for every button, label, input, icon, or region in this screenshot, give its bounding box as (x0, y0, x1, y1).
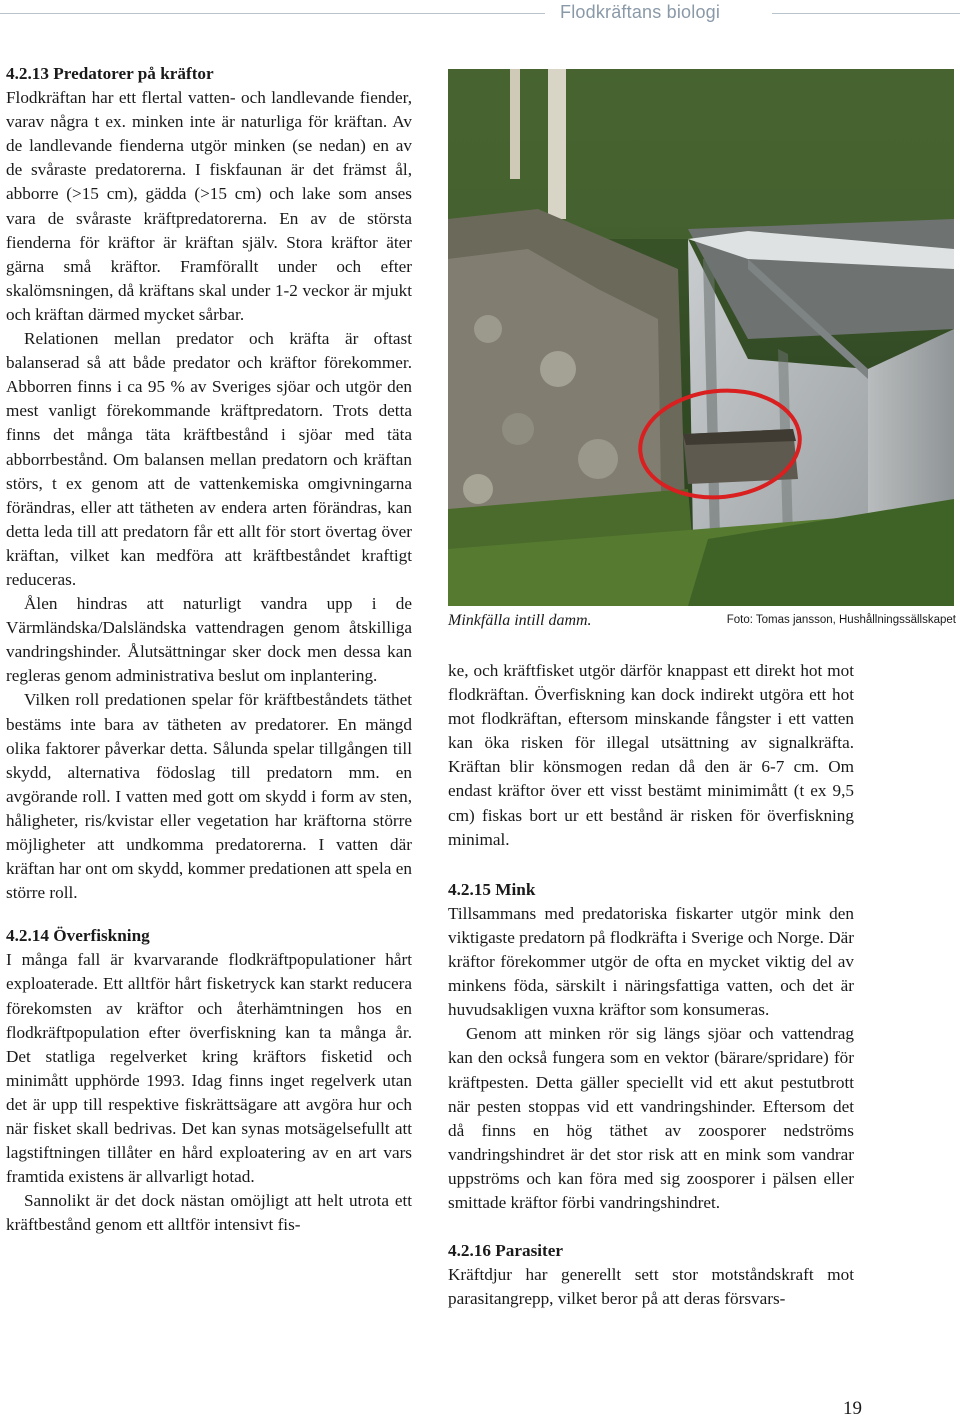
paragraph: Vilken roll predationen spelar för kräftbeståndets täthet bestäms inte bara av tätheten av predatorer. En mängd olika faktorer påverkar detta. Sålunda spelar tillgången till skydd, alternativa födoslag till predatorn mm. en avgörande roll. I vatten med gott om skydd i form av sten, håligheter, ris/kvistar eller vegetation har kräftorna större möjligheter att undkomma predatorerna. I vatten där kräftan har ont om skydd, kommer predationen att spela en större roll. (6, 690, 412, 903)
paragraph: Genom att minken rör sig längs sjöar och vattendrag kan den också fungera som en vektor (bärare/spridare) för kräftpesten. Detta gäller speciellt vid ett akut pestutbrott när pesten stoppas vid ett vandringshinder. Eftersom det då finns en hög täthet av zoosporer nedströms vandringshindret är det stor risk att en mink som vandrar uppströms och kan föra med sig zoosporer i pälsen eller smittade kräftor förbi vandringshindret. (448, 1024, 854, 1212)
paragraph: Ålen hindras att naturligt vandra upp i de Värmländska/Dalsländska vattendragen genom åtskilliga vandringshinder. Ålutsättningar sker dock men dessa kan regleras genom administrativa beslut om inplantering. (6, 594, 412, 686)
mink-trap-photo (448, 69, 954, 606)
running-header (0, 0, 960, 30)
figure-caption (448, 612, 956, 632)
paragraph: Flodkräftan har ett flertal vatten- och landlevande fiender, varav några t ex. minken inte är naturliga för kräftan. Av de landlevande fienderna utgör minken (se nedan) en av de svåraste predatorerna. I fiskfaunan är det främst ål, abborre (>15 cm), gädda (>15 cm) och lake som anses vara de svåraste kräftpredatorerna. En av de största fienderna för kräftor är kräftan själv. Stora kräftor äter gärna små kräftor. Framförallt under och efter skalömsningen, då kräftans skal under 1-2 veckor är mjukt och kräftan därmed mycket sårbar. (6, 88, 412, 324)
paragraph: Relationen mellan predator och kräfta är oftast balanserad så att både predator och kräftor förekommer. Abborren finns i ca 95 % av Sveriges sjöar och utgör den mest vanligt förekommande kräftpredatorn. Trots detta finns det många täta kräftbestånd i sjöar med täta abborrbestånd. Om balansen mellan predatorn och kräftan störs, t ex genom att de vattenkemiska omgivningarna förändras, eller att tätheten av endera arten förändras, kan detta leda till att predatorn får ett allt för stort övertag över kräftan, vilket kan medföra att kräftbeståndet kraftigt reduceras. (6, 329, 412, 589)
header-rule-left (0, 13, 545, 14)
section-heading-mink: 4.2.15 Mink (448, 879, 536, 899)
photo-credit: Foto: Tomas jansson, Hushållningssällskapet (726, 614, 956, 626)
section-heading-parasites: 4.2.16 Parasiter (448, 1241, 564, 1261)
paragraph: I många fall är kvarvarande flodkräftpopulationer hårt exploaterade. Ett alltför hårt fisketryck kan starkt reducera förekomsten av kräftor och återhämtningen hos en flodkräftpopulation efter överfiskning kan ta många år. Det statliga regelverket kring kräftors fisketid och minimått upphörde 1993. Idag finns inget regelverk utan det är upp till respektive fiskrättsägare att avgöra hur och när fisket skall bedrivas. Det kan synas motsägelsefullt att lagstiftningen tillåter en hård exploatering av en art vars framtida existens är allvarligt hotad. (6, 950, 412, 1187)
section-heading-overfishing: 4.2.14 Överfiskning (6, 926, 150, 946)
section-heading-predators: 4.2.13 Predatorer på kräftor (6, 64, 214, 83)
photo-illustration (448, 69, 954, 606)
paragraph: ke, och kräftfisket utgör därför knappast ett direkt hot mot flodkräftan. Överfiskning kan dock indirekt utgöra ett hot mot flodkräftan, eftersom minskande fångster i ett vatten kan öka risken för illegal utsättning av signalkräfta. Kräftan blir könsmogen redan då den är 6-7 cm. Om endast kräftor över ett visst bestämt minimimått (t ex 9,5 cm) fiskas bort ur ett bestånd är risken för överfiskning minimal. (448, 661, 854, 849)
header-rule-right (772, 13, 960, 14)
paragraph: Kräftdjur har generellt sett stor motståndskraft mot parasitangrepp, vilket beror på att deras försvars- (448, 1265, 854, 1309)
birch-trunk (548, 69, 566, 219)
right-column (448, 659, 854, 1311)
paragraph: Sannolikt är det dock nästan omöjligt att helt utrota ett kräftbestånd genom ett alltför intensivt fis- (6, 1191, 412, 1235)
left-column (6, 62, 412, 1238)
page-number: 19 (843, 1398, 862, 1419)
paragraph: Tillsammans med predatoriska fiskarter utgör mink den viktigaste predatorn på flodkräfta i Sverige och Norge. Där kräftor förekommer utgör de ofta en mycket viktig del av minkens föda, särskilt i näringsfattiga vatten, och det är huvudsakligen vuxna kräftor som konsumeras. (448, 903, 854, 1020)
header-title: Flodkräftans biologi (560, 2, 721, 22)
caption-text: Minkfälla intill damm. (448, 612, 592, 629)
